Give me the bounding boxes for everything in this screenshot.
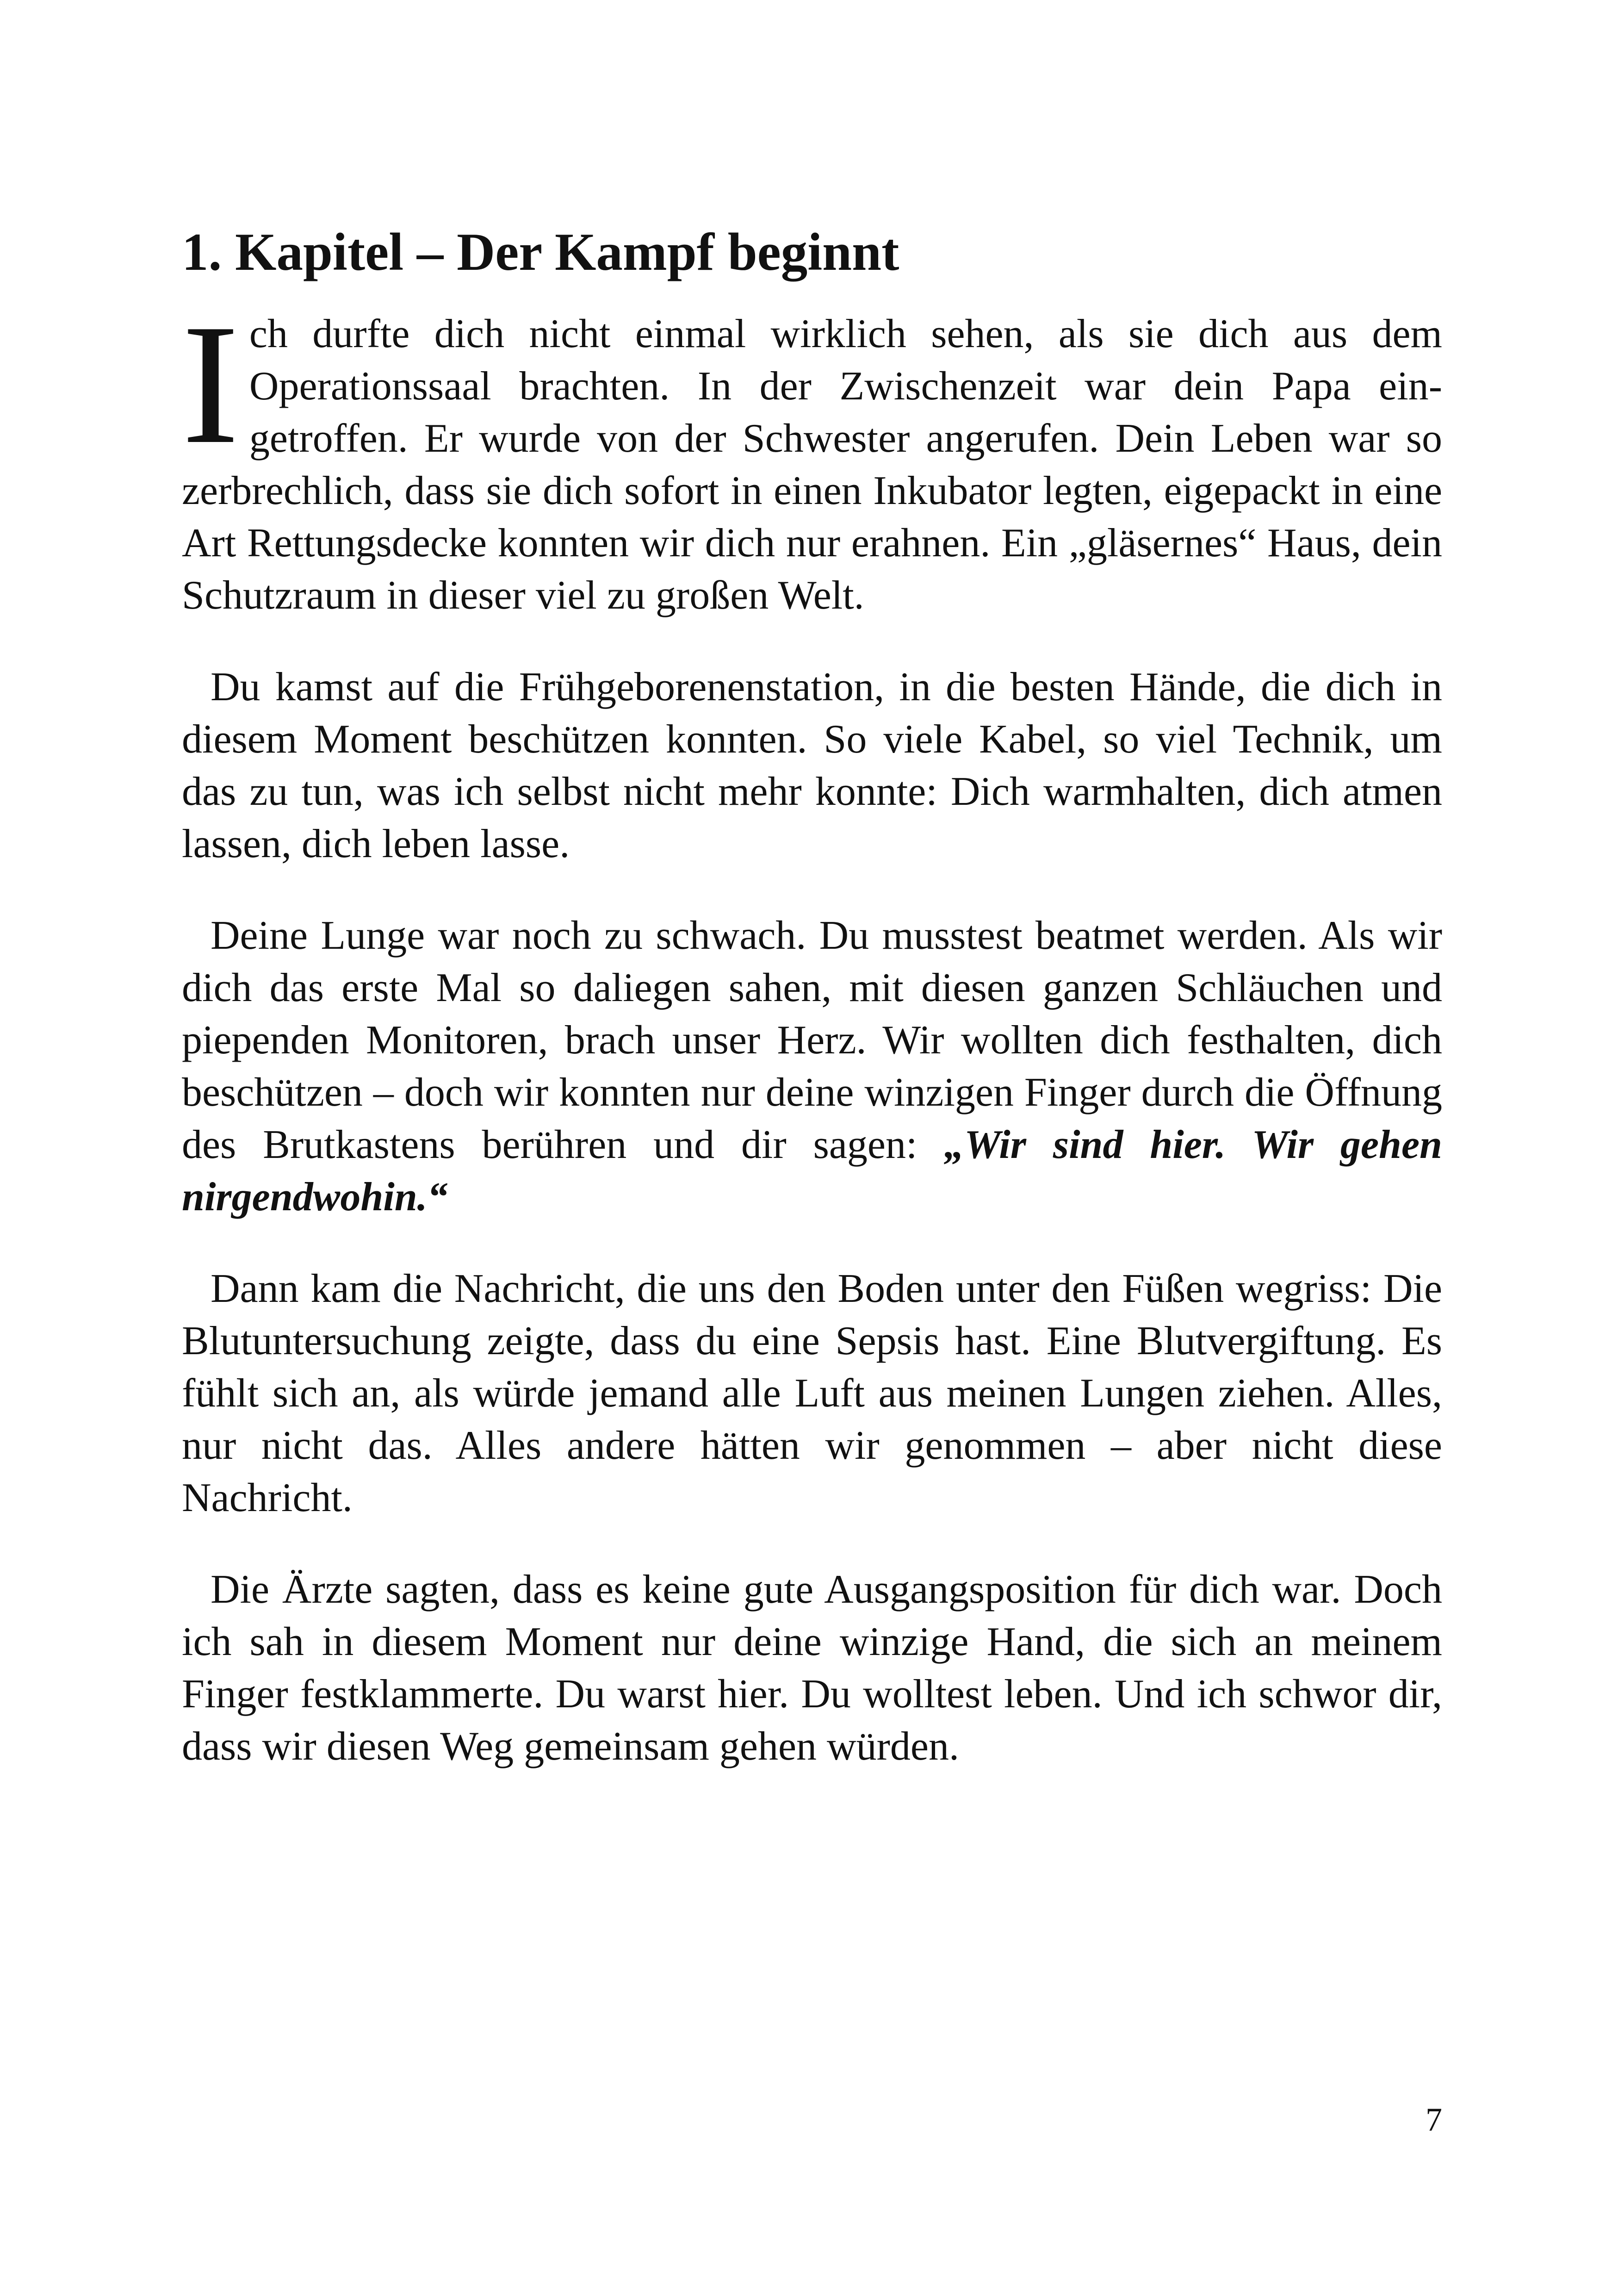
paragraph-3-text: Deine Lunge war noch zu schwach. Du musstest beatmet werden. Als wir dich das erste Mal so daliegen sahen, mit diesen ganzen Schläuchen und piependen Monitoren, brach unser Herz. Wir wollten dich festhalten, dich beschützen – doch wir konnten nur deine winzigen Finger durch die Öffnung des Brutkastens berühren und dir sagen: <box>182 913 1442 1167</box>
emphasized-quote: „Wir sind hier. Wir gehen nirgendwohin.“ <box>182 1122 1442 1220</box>
paragraph-4 <box>182 1263 1442 1524</box>
paragraph-4-text: Dann kam die Nachricht, die uns den Boden unter den Füßen wegriss: Die Blutuntersuchung zeigte, dass du eine Sepsis hast. Eine Blutvergiftung. Es fühlt sich an, als würde jemand alle Luft aus meinen Lungen ziehen. Alles, nur nicht das. Alles andere hätten wir genommen – aber nicht diese Nachricht. <box>182 1266 1442 1520</box>
page-number: 7 <box>1426 2101 1442 2138</box>
paragraph-5 <box>182 1563 1442 1773</box>
chapter-title: 1. Kapitel – Der Kampf beginnt <box>182 223 899 281</box>
paragraph-3 <box>182 909 1442 1223</box>
paragraph-2-text: Du kamst auf die Frühgeborenenstation, in die besten Hände, die dich in diesem Moment beschützen konnten. So viele Kabel, so viel Technik, um das zu tun, was ich selbst nicht mehr konnte: Dich warmhalten, dich atmen lassen, dich leben lasse. <box>182 665 1442 866</box>
paragraph-1 <box>182 289 1442 622</box>
paragraph-2 <box>182 661 1442 870</box>
paragraph-1-text: ch durfte dich nicht einmal wirklich sehen, als sie dich aus dem Operationssaal brachten. In der Zwischenzeit war dein Papa eingetroffen. Er wurde von der Schwester angerufen. Dein Leben war so zerbrechlich, dass sie dich sofort in einen Inkubator legten, eigepackt in eine Art Rettungsdecke konnten wir dich nur erahnen. Ein „gläsernes“ Haus, dein Schutzraum in dieser viel zu großen Welt. <box>182 311 1442 618</box>
drop-cap: I <box>182 289 239 479</box>
chapter-body <box>182 289 1442 1812</box>
paragraph-5-text: Die Ärzte sagten, dass es keine gute Ausgangsposition für dich war. Doch ich sah in diesem Moment nur deine winzige Hand, die sich an meinem Finger festklammerte. Du warst hier. Du wolltest leben. Und ich schwor dir, dass wir diesen Weg gemeinsam gehen würden. <box>182 1567 1442 1769</box>
